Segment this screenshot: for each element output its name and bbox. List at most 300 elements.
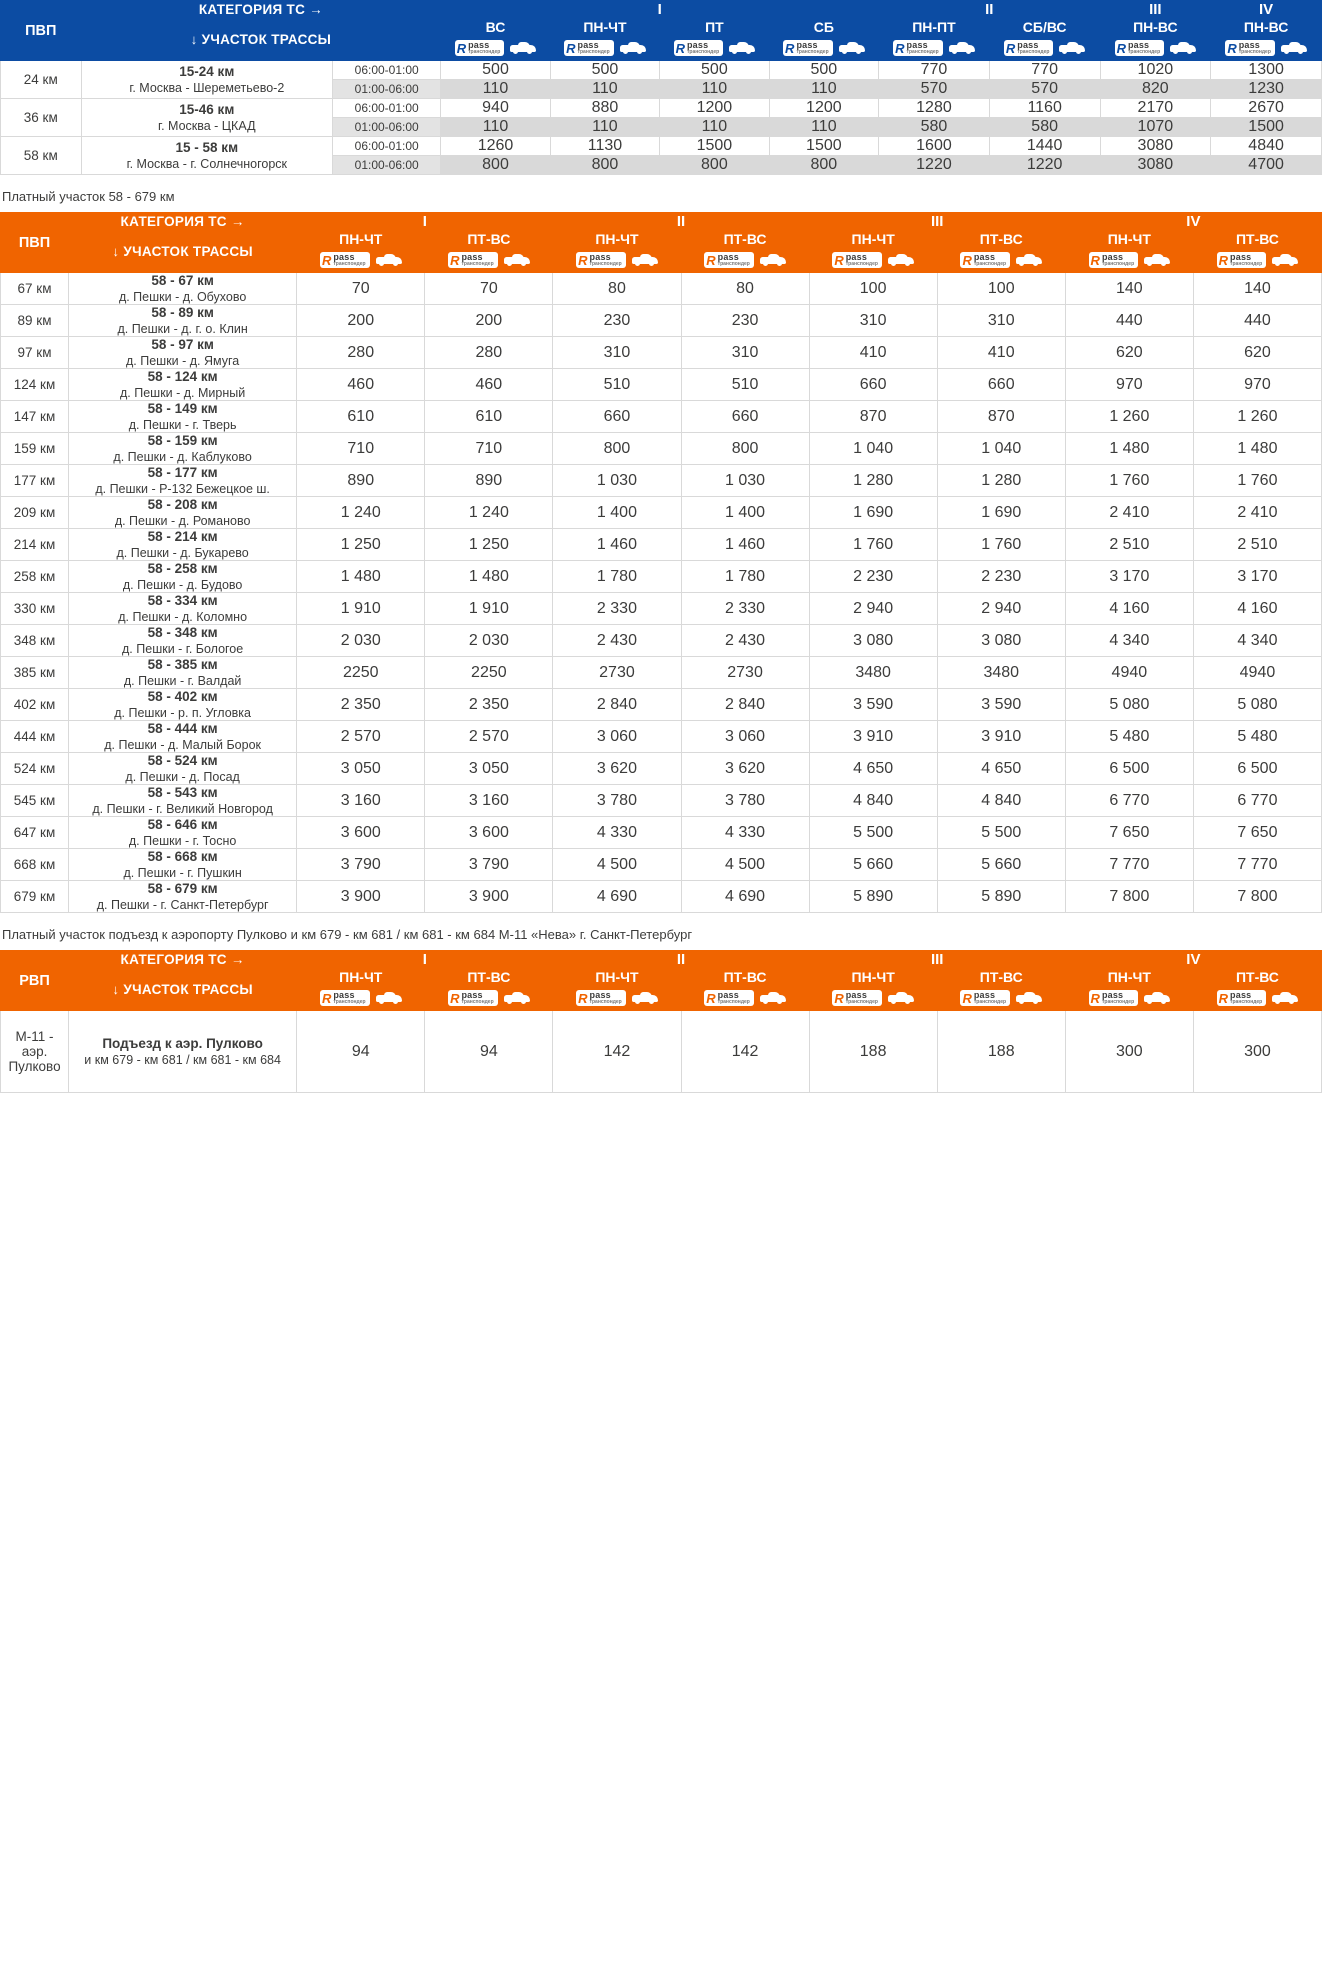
price-cell: 5 660: [809, 849, 937, 881]
price-cell: 200: [425, 305, 553, 337]
price-cell: 1 760: [1065, 465, 1193, 497]
price-cell: 1600: [879, 137, 990, 156]
route-title: 15-24 км: [179, 64, 235, 79]
price-cell: 7 800: [1065, 881, 1193, 913]
transponder-sub: транспондер: [973, 261, 1007, 267]
price-cell: 3 080: [937, 625, 1065, 657]
car-icon: [1272, 254, 1298, 266]
price-cell: 1 250: [425, 529, 553, 561]
transponder-icon: R pass транспондер: [770, 36, 879, 60]
price-cell: 1 240: [425, 497, 553, 529]
transponder-sub: транспондер: [1101, 261, 1135, 267]
table-row: [1, 721, 1322, 753]
header-class-3-I: I: [297, 951, 553, 969]
price-cell: 94: [425, 1011, 553, 1093]
table-row: [1, 99, 1322, 118]
price-cell: 4840: [1211, 137, 1322, 156]
table-row: [1, 849, 1322, 881]
price-cell: 890: [297, 465, 425, 497]
route-sub: д. Пешки - д. Коломно: [118, 610, 248, 624]
transponder-badge-cell: [297, 986, 425, 1011]
row-period-day: 06:00-01:00: [333, 99, 441, 118]
price-cell: 870: [809, 401, 937, 433]
row-pvp: 177 км: [1, 465, 69, 497]
price-cell: 1 780: [553, 561, 681, 593]
price-cell: 3 060: [681, 721, 809, 753]
header-day-1-1: ПН-ЧТ: [550, 19, 659, 36]
price-cell: 1 780: [681, 561, 809, 593]
price-cell: 710: [425, 433, 553, 465]
price-cell: 7 800: [1193, 881, 1321, 913]
price-cell: 970: [1193, 369, 1321, 401]
transponder-badge-cell: [681, 248, 809, 273]
car-icon: [1272, 992, 1298, 1004]
price-cell: 1 040: [809, 433, 937, 465]
transponder-icon: R pass транспондер: [1194, 248, 1321, 272]
price-cell: 2 410: [1193, 497, 1321, 529]
transponder-badge-cell: [660, 36, 769, 61]
header-day-2-4: ПН-ЧТ: [809, 231, 937, 248]
table-row: [1, 337, 1322, 369]
transponder-sub: транспондер: [1230, 999, 1263, 1005]
row-period-day: 06:00-01:00: [333, 61, 441, 80]
transponder-sub: транспондер: [906, 49, 939, 55]
row-pvp: 214 км: [1, 529, 69, 561]
transponder-icon: R pass транспондер: [553, 248, 680, 272]
transponder-badge-cell: [809, 986, 937, 1011]
route-sub: д. Пешки - д. Каблуково: [113, 450, 252, 464]
car-icon: [1059, 42, 1085, 54]
price-cell: 142: [681, 1011, 809, 1093]
price-cell: 80: [553, 273, 681, 305]
table-row: [1, 593, 1322, 625]
header-day-2-1: ПТ-ВС: [425, 231, 553, 248]
price-cell: 510: [553, 369, 681, 401]
price-cell: 2 940: [809, 593, 937, 625]
route-title: 58 - 177 км: [147, 465, 218, 480]
price-cell: 770: [879, 61, 990, 80]
price-cell: 1 480: [1065, 433, 1193, 465]
route-sub: д. Пешки - д. г. о. Клин: [117, 322, 248, 336]
table-row: [1, 497, 1322, 529]
price-cell: 2 330: [553, 593, 681, 625]
transponder-sub: транспондер: [1230, 261, 1263, 267]
table-row: [1, 561, 1322, 593]
transponder-icon: R pass транспондер: [1101, 36, 1211, 60]
route-sub: д. Пешки - г. Тверь: [128, 418, 237, 432]
route-title: 58 - 258 км: [147, 561, 218, 576]
price-cell: 580: [879, 118, 990, 137]
price-cell: 3 160: [425, 785, 553, 817]
price-cell: 660: [681, 401, 809, 433]
price-cell: 310: [681, 337, 809, 369]
transponder-icon: R pass транспондер: [990, 36, 1100, 60]
price-cell: 7 650: [1065, 817, 1193, 849]
price-cell: 4 690: [553, 881, 681, 913]
price-cell: 800: [441, 156, 550, 175]
price-cell: 4 650: [937, 753, 1065, 785]
transponder-badge-cell: [553, 986, 681, 1011]
price-cell: 3 600: [297, 817, 425, 849]
price-cell: 4 650: [809, 753, 937, 785]
transponder-badge-cell: [809, 248, 937, 273]
transponder-name: pass: [461, 990, 483, 1000]
price-cell: 2 410: [1065, 497, 1193, 529]
price-cell: 2 330: [681, 593, 809, 625]
transponder-name: pass: [468, 40, 490, 50]
row-route: [69, 305, 297, 337]
header-segment-3: ↓ УЧАСТОК ТРАССЫ: [69, 969, 297, 1011]
price-cell: 1070: [1100, 118, 1211, 137]
route-sub: и км 679 - км 681 / км 681 - км 684: [84, 1053, 281, 1067]
transponder-sub: транспондер: [333, 261, 366, 267]
price-cell: 5 890: [809, 881, 937, 913]
row-pvp: 89 км: [1, 305, 69, 337]
transponder-sub: транспондер: [589, 999, 622, 1005]
price-cell: 4 330: [681, 817, 809, 849]
header-day-3-2: ПН-ЧТ: [553, 969, 681, 986]
price-cell: 1 480: [297, 561, 425, 593]
row-pvp: 668 км: [1, 849, 69, 881]
row-route: [69, 817, 297, 849]
price-cell: 6 770: [1193, 785, 1321, 817]
header-class-1-II: II: [879, 1, 1100, 19]
price-cell: 3 900: [425, 881, 553, 913]
price-cell: 200: [297, 305, 425, 337]
price-cell: 1 260: [1065, 401, 1193, 433]
price-cell: 310: [553, 337, 681, 369]
header-day-3-7: ПТ-ВС: [1193, 969, 1321, 986]
transponder-name: pass: [796, 40, 818, 50]
route-title: 58 - 67 км: [151, 273, 214, 288]
table-row: [1, 137, 1322, 156]
price-cell: 3 060: [553, 721, 681, 753]
row-pvp: 97 км: [1, 337, 69, 369]
transponder-name: pass: [461, 252, 483, 262]
route-sub: г. Москва - Шереметьево-2: [129, 81, 285, 95]
route-title: 58 - 679 км: [147, 881, 218, 896]
header-class-2-IV: IV: [1065, 213, 1321, 231]
section-caption-3: Платный участок подъезд к аэропорту Пулково и км 679 - км 681 / км 681 - км 684 М-11 «Нева» г. Санкт-Петербург: [2, 927, 693, 942]
car-icon: [504, 254, 530, 266]
price-cell: 4 500: [681, 849, 809, 881]
price-cell: 280: [425, 337, 553, 369]
price-cell: 1160: [989, 99, 1100, 118]
price-cell: 6 500: [1193, 753, 1321, 785]
row-route: [69, 497, 297, 529]
route-title: 58 - 89 км: [151, 305, 214, 320]
header-day-3-3: ПТ-ВС: [681, 969, 809, 986]
price-cell: 7 650: [1193, 817, 1321, 849]
route-title: 58 - 543 км: [147, 785, 218, 800]
price-cell: 230: [681, 305, 809, 337]
transponder-icon: R pass транспондер: [425, 986, 552, 1010]
transponder-sub: транспондер: [845, 999, 878, 1005]
price-cell: 1 250: [297, 529, 425, 561]
header-day-3-5: ПТ-ВС: [937, 969, 1065, 986]
car-icon: [1016, 992, 1042, 1004]
row-route: [69, 625, 297, 657]
car-icon: [729, 42, 755, 54]
price-cell: 1500: [769, 137, 879, 156]
price-cell: 2730: [681, 657, 809, 689]
transponder-name: pass: [1101, 252, 1124, 262]
transponder-badge-cell: [1100, 36, 1211, 61]
price-cell: 7 770: [1193, 849, 1321, 881]
price-cell: 300: [1065, 1011, 1193, 1093]
row-pvp: 24 км: [1, 61, 82, 99]
route-title: 58 - 214 км: [147, 529, 218, 544]
route-sub: д. Пешки - Р-132 Бежецкое ш.: [95, 482, 270, 496]
price-cell: 1 260: [1193, 401, 1321, 433]
price-cell: 940: [441, 99, 550, 118]
price-cell: 2 430: [553, 625, 681, 657]
route-sub: д. Пешки - д. Мирный: [120, 386, 246, 400]
header-segment-2: ↓ УЧАСТОК ТРАССЫ: [69, 231, 297, 273]
transponder-icon: R pass транспондер: [1066, 986, 1193, 1010]
price-cell: 2 030: [425, 625, 553, 657]
price-cell: 300: [1193, 1011, 1321, 1093]
price-cell: 3 050: [425, 753, 553, 785]
table-row: [1, 305, 1322, 337]
price-cell: 800: [660, 156, 769, 175]
route-sub: д. Пешки - г. Пушкин: [123, 866, 242, 880]
price-cell: 4 840: [937, 785, 1065, 817]
price-cell: 800: [553, 433, 681, 465]
row-route: [69, 849, 297, 881]
car-icon: [510, 42, 536, 54]
price-cell: 2 350: [297, 689, 425, 721]
price-cell: 188: [809, 1011, 937, 1093]
price-cell: 1 030: [553, 465, 681, 497]
header-class-1-I: I: [441, 1, 879, 19]
price-cell: 110: [769, 80, 879, 99]
table-row: [1, 369, 1322, 401]
car-icon: [760, 992, 786, 1004]
transponder-name: pass: [717, 252, 739, 262]
table-row: [1, 433, 1322, 465]
price-cell: 2 030: [297, 625, 425, 657]
row-pvp: 545 км: [1, 785, 69, 817]
price-cell: 7 770: [1065, 849, 1193, 881]
route-title: 58 - 97 км: [151, 337, 214, 352]
transponder-icon: R pass транспондер: [297, 248, 424, 272]
row-route: [69, 561, 297, 593]
price-cell: 3 900: [297, 881, 425, 913]
price-cell: 3 590: [937, 689, 1065, 721]
price-cell: 3 910: [937, 721, 1065, 753]
price-cell: 4940: [1193, 657, 1321, 689]
route-sub: д. Пешки - г. Санкт-Петербург: [96, 898, 269, 912]
price-cell: 110: [660, 80, 769, 99]
row-pvp: 402 км: [1, 689, 69, 721]
row-pvp: 385 км: [1, 657, 69, 689]
transponder-name: pass: [686, 40, 709, 50]
route-sub: д. Пешки - г. Валдай: [123, 674, 242, 688]
row-route: [69, 401, 297, 433]
route-sub: д. Пешки - г. Бологое: [122, 642, 244, 656]
transponder-name: pass: [333, 252, 355, 262]
price-cell: 1220: [879, 156, 990, 175]
header-day-1-4: ПН-ПТ: [879, 19, 990, 36]
row-route: [69, 529, 297, 561]
price-cell: 188: [937, 1011, 1065, 1093]
row-pvp: 330 км: [1, 593, 69, 625]
transponder-sub: транспондер: [973, 999, 1007, 1005]
header-class-2-I: I: [297, 213, 553, 231]
price-cell: 880: [550, 99, 659, 118]
price-cell: 710: [297, 433, 425, 465]
row-period-night: 01:00-06:00: [333, 156, 441, 175]
row-route: [69, 721, 297, 753]
header-class-3-IV: IV: [1065, 951, 1321, 969]
transponder-sub: транспондер: [1017, 49, 1050, 55]
table-row: [1, 689, 1322, 721]
price-cell: 70: [297, 273, 425, 305]
transponder-badge-cell: [550, 36, 659, 61]
price-cell: 5 660: [937, 849, 1065, 881]
route-title: 58 - 668 км: [147, 849, 218, 864]
transponder-icon: R pass транспондер: [1211, 36, 1321, 60]
transponder-icon: R pass транспондер: [1066, 248, 1193, 272]
header-day-1-0: ВС: [441, 19, 550, 36]
header-day-3-1: ПТ-ВС: [425, 969, 553, 986]
transponder-name: pass: [1127, 40, 1150, 50]
table-row: [1, 881, 1322, 913]
transponder-sub: транспондер: [468, 49, 501, 55]
header-day-3-6: ПН-ЧТ: [1065, 969, 1193, 986]
price-cell: 5 480: [1193, 721, 1321, 753]
price-cell: 1 280: [937, 465, 1065, 497]
transponder-sub: транспондер: [717, 261, 750, 267]
row-period-day: 06:00-01:00: [333, 137, 441, 156]
row-route: [69, 753, 297, 785]
price-cell: 5 500: [937, 817, 1065, 849]
price-cell: 610: [425, 401, 553, 433]
car-icon: [1144, 254, 1170, 266]
price-cell: 1130: [550, 137, 659, 156]
price-cell: 110: [441, 118, 550, 137]
header-day-1-5: СБ/ВС: [989, 19, 1100, 36]
transponder-icon: R pass транспондер: [682, 248, 809, 272]
transponder-badge-cell: [1065, 248, 1193, 273]
table-row: [1, 401, 1322, 433]
transponder-sub: транспондер: [686, 49, 720, 55]
price-cell: 2 840: [553, 689, 681, 721]
price-cell: 800: [550, 156, 659, 175]
header-day-1-7: ПН-ВС: [1211, 19, 1322, 36]
transponder-icon: R pass транспондер: [682, 986, 809, 1010]
price-cell: 1 910: [297, 593, 425, 625]
row-route: [69, 785, 297, 817]
price-cell: 100: [809, 273, 937, 305]
price-cell: 620: [1065, 337, 1193, 369]
price-cell: 410: [809, 337, 937, 369]
header-day-2-3: ПТ-ВС: [681, 231, 809, 248]
row-pvp: 524 км: [1, 753, 69, 785]
price-cell: 500: [660, 61, 769, 80]
price-cell: 110: [769, 118, 879, 137]
route-title: 58 - 334 км: [147, 593, 218, 608]
row-route: [69, 369, 297, 401]
car-icon: [632, 992, 658, 1004]
row-pvp: 67 км: [1, 273, 69, 305]
price-cell: 5 500: [809, 817, 937, 849]
transponder-badge-cell: [425, 986, 553, 1011]
transponder-name: pass: [906, 40, 928, 50]
price-cell: 2 350: [425, 689, 553, 721]
price-cell: 110: [550, 118, 659, 137]
price-cell: 1500: [660, 137, 769, 156]
header-day-2-6: ПН-ЧТ: [1065, 231, 1193, 248]
transponder-icon: R pass транспондер: [441, 36, 549, 60]
price-cell: 3 590: [809, 689, 937, 721]
price-cell: 5 080: [1065, 689, 1193, 721]
route-sub: д. Пешки - д. Ямуга: [125, 354, 240, 368]
row-route: [81, 137, 333, 175]
route-sub: г. Москва - г. Солнечногорск: [126, 157, 288, 171]
price-cell: 460: [425, 369, 553, 401]
header-category-3: КАТЕГОРИЯ ТС →: [69, 951, 297, 969]
transponder-sub: транспондер: [845, 261, 878, 267]
row-pvp: 58 км: [1, 137, 82, 175]
tariff-table-moscow-solnechnogorsk: [0, 0, 1322, 175]
transponder-badge-cell: [297, 248, 425, 273]
table-row: [1, 753, 1322, 785]
car-icon: [839, 42, 865, 54]
price-cell: 1 460: [553, 529, 681, 561]
transponder-badge-cell: [681, 986, 809, 1011]
price-cell: 1 760: [1193, 465, 1321, 497]
route-title: 58 - 385 км: [147, 657, 218, 672]
row-route: [69, 689, 297, 721]
table-row: [1, 61, 1322, 80]
price-cell: 4 330: [553, 817, 681, 849]
header-pvp-1: ПВП: [1, 1, 82, 61]
price-cell: 3080: [1100, 137, 1211, 156]
price-cell: 1 760: [809, 529, 937, 561]
transponder-badge-cell: [989, 36, 1100, 61]
header-pvp-2: ПВП: [1, 213, 69, 273]
price-cell: 110: [660, 118, 769, 137]
price-cell: 3 790: [425, 849, 553, 881]
header-class-1-IV: IV: [1211, 1, 1322, 19]
table-row: [1, 465, 1322, 497]
price-cell: 6 770: [1065, 785, 1193, 817]
price-cell: 660: [809, 369, 937, 401]
transponder-badge-cell: [1193, 986, 1321, 1011]
header-class-2-III: III: [809, 213, 1065, 231]
route-sub: д. Пешки - г. Тосно: [128, 834, 237, 848]
transponder-badge-cell: [937, 248, 1065, 273]
price-cell: 140: [1065, 273, 1193, 305]
price-cell: 4940: [1065, 657, 1193, 689]
row-pvp: 258 км: [1, 561, 69, 593]
table-row: [1, 817, 1322, 849]
transponder-sub: транспондер: [577, 49, 610, 55]
price-cell: 3480: [809, 657, 937, 689]
transponder-icon: R pass транспондер: [551, 36, 659, 60]
price-cell: 660: [553, 401, 681, 433]
route-sub: д. Пешки - г. Великий Новгород: [92, 802, 273, 816]
car-icon: [1281, 42, 1307, 54]
row-pvp: 348 км: [1, 625, 69, 657]
price-cell: 2 570: [425, 721, 553, 753]
header-segment-1: ↓ УЧАСТОК ТРАССЫ: [81, 19, 441, 61]
price-cell: 3 080: [809, 625, 937, 657]
price-cell: 2 570: [297, 721, 425, 753]
price-cell: 3480: [937, 657, 1065, 689]
